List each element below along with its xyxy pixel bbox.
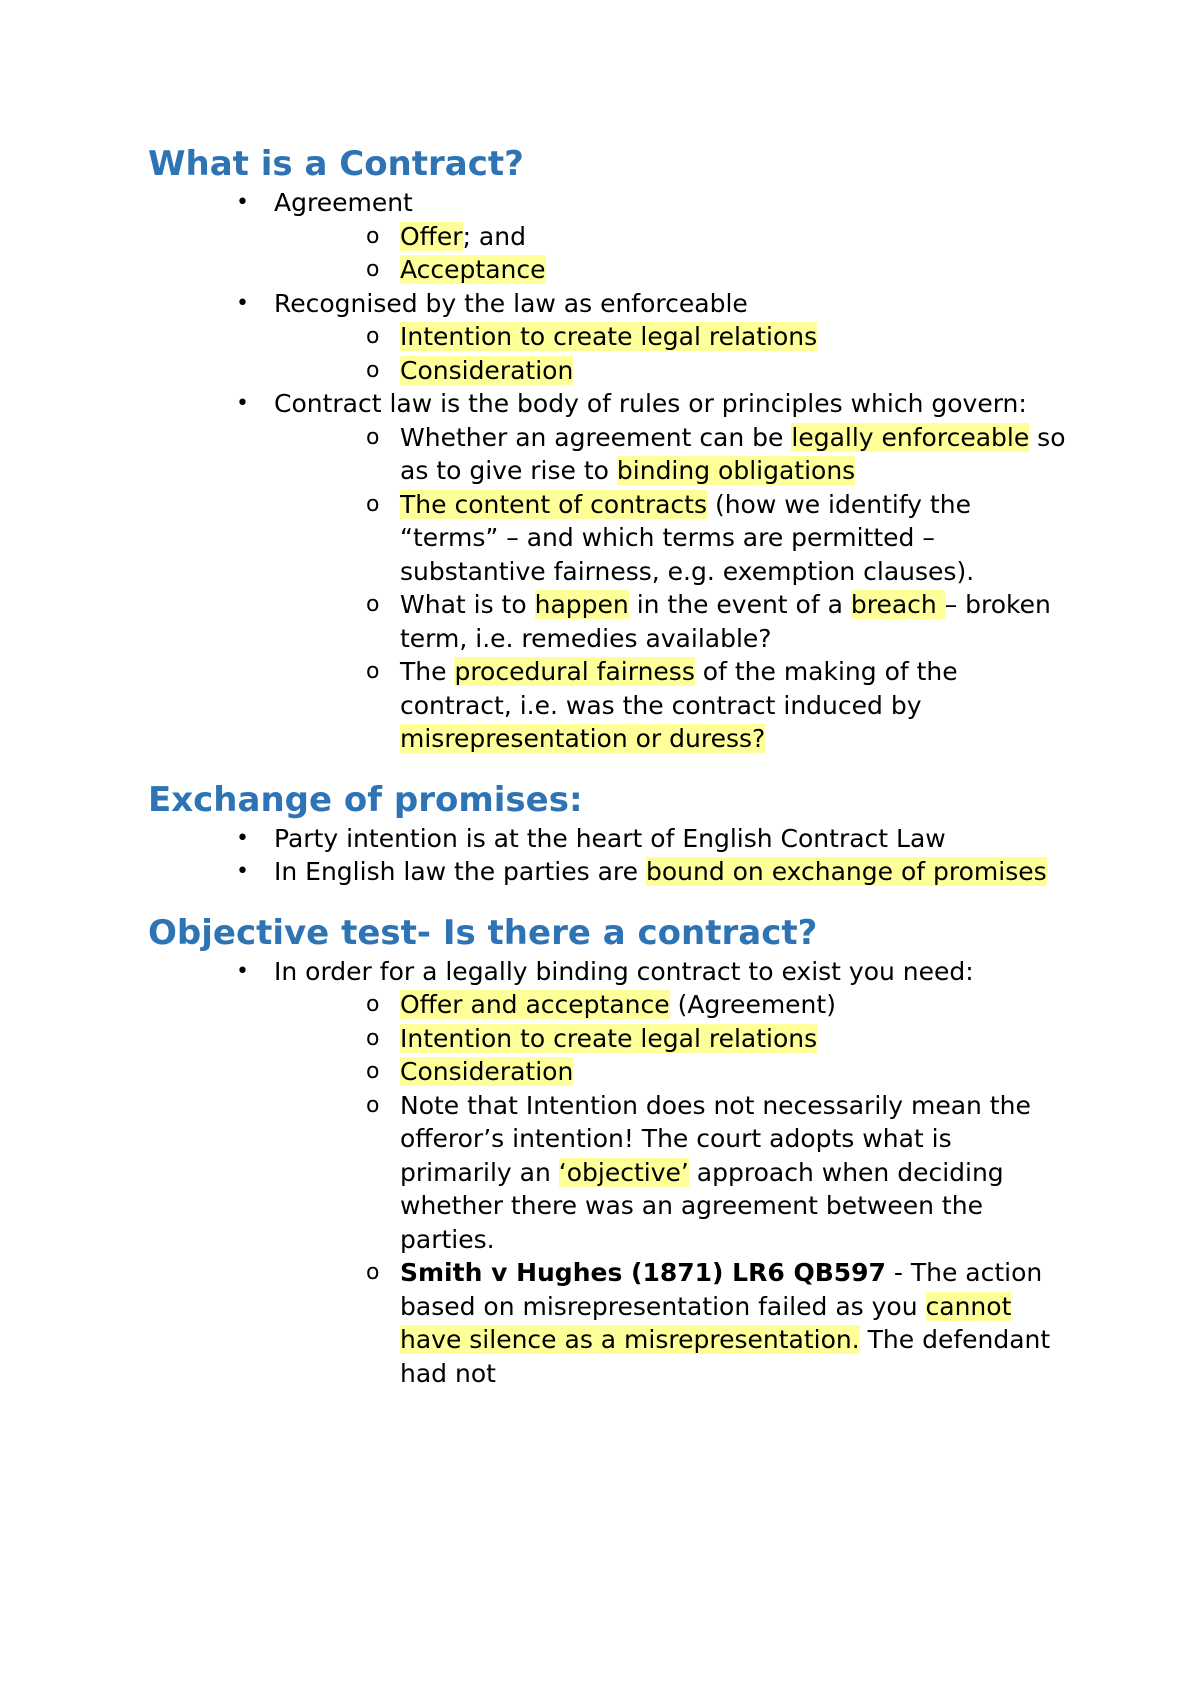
highlighted-text: Offer and acceptance bbox=[400, 990, 670, 1019]
highlighted-text: happen bbox=[534, 590, 629, 619]
highlighted-text: misrepresentation or duress? bbox=[400, 724, 766, 753]
text-run: In English law the parties are bbox=[274, 857, 646, 886]
sub-list-item bbox=[148, 253, 1068, 287]
bullet-disc-icon: • bbox=[236, 825, 249, 851]
highlighted-text: Intention to create legal relations bbox=[400, 1023, 818, 1053]
text-run: What is to bbox=[400, 590, 535, 619]
highlighted-text: Acceptance bbox=[400, 255, 546, 284]
bullet-circle-icon: o bbox=[366, 324, 380, 349]
text-run: The defendant had not bbox=[400, 1325, 1051, 1388]
bullet-circle-icon: o bbox=[366, 357, 380, 383]
list-item bbox=[148, 855, 1068, 889]
bullet-circle-icon: o bbox=[366, 592, 380, 617]
text-run: (Agreement) bbox=[669, 990, 836, 1019]
bullet-disc-icon: • bbox=[236, 859, 249, 884]
bullet-circle-icon: o bbox=[366, 424, 380, 450]
bullet-circle-icon: o bbox=[366, 1092, 380, 1118]
bullet-list bbox=[148, 822, 1068, 889]
text-run: – broken term, i.e. remedies available? bbox=[400, 590, 1051, 653]
sub-list-item bbox=[148, 988, 1068, 1022]
bullet-disc-icon: • bbox=[236, 391, 249, 416]
text-run: Whether an agreement can be bbox=[400, 422, 792, 452]
highlighted-text: Consideration bbox=[400, 1057, 574, 1086]
text-run: in the event of a bbox=[628, 590, 851, 619]
bullet-circle-icon: o bbox=[366, 659, 380, 684]
bullet-disc-icon: • bbox=[236, 190, 249, 215]
sub-list-item bbox=[148, 655, 1068, 756]
sub-list-item bbox=[148, 320, 1068, 354]
sub-list-item bbox=[148, 421, 1068, 488]
bullet-circle-icon: o bbox=[366, 1025, 380, 1051]
section bbox=[148, 778, 1068, 889]
list-item-text: Contract law is the body of rules or principles which govern: bbox=[274, 389, 1027, 418]
document-body bbox=[148, 142, 1068, 1390]
bold-text: Smith v Hughes (1871) LR6 QB597 bbox=[400, 1258, 886, 1287]
text-run: so as to give rise to bbox=[400, 422, 1066, 485]
list-item bbox=[148, 186, 1068, 287]
highlighted-text: binding obligations bbox=[616, 456, 856, 485]
highlighted-text: breach bbox=[850, 590, 945, 619]
bullet-list bbox=[148, 955, 1068, 1391]
sub-bullet-list bbox=[148, 320, 1068, 387]
sub-bullet-list bbox=[148, 421, 1068, 756]
list-item-text: Party intention is at the heart of English Contract Law bbox=[274, 823, 946, 853]
highlighted-text: The content of contracts bbox=[400, 489, 708, 519]
text-run: approach when deciding whether there was an agreement between the parties. bbox=[400, 1157, 1004, 1254]
bullet-circle-icon: o bbox=[366, 1260, 380, 1285]
sub-list-item bbox=[148, 488, 1068, 589]
section-heading: Objective test- Is there a contract? bbox=[148, 912, 818, 953]
text-run: of the making of the contract, i.e. was the contract induced by bbox=[400, 657, 958, 720]
bullet-list bbox=[148, 186, 1068, 756]
list-item-text: In order for a legally binding contract to exist you need: bbox=[274, 956, 974, 986]
sub-bullet-list bbox=[148, 988, 1068, 1390]
list-item bbox=[148, 822, 1068, 856]
list-item-text: Agreement bbox=[274, 188, 413, 217]
highlighted-text: bound on exchange of promises bbox=[645, 857, 1047, 886]
bullet-circle-icon: o bbox=[366, 257, 380, 282]
bullet-disc-icon: • bbox=[236, 290, 249, 316]
highlighted-text: cannot have silence as a misrepresentation. bbox=[400, 1291, 1012, 1354]
bullet-disc-icon: • bbox=[236, 958, 249, 984]
sub-list-item bbox=[148, 220, 1068, 254]
text-run: - The action based on misrepresentation failed as you bbox=[400, 1258, 1043, 1321]
text-run: The bbox=[400, 657, 455, 686]
section-heading: What is a Contract? bbox=[148, 144, 524, 184]
highlighted-text: Consideration bbox=[400, 355, 574, 385]
highlighted-text: Intention to create legal relations bbox=[400, 322, 818, 351]
list-item bbox=[148, 955, 1068, 1391]
text-run: ; and bbox=[462, 221, 526, 251]
bullet-circle-icon: o bbox=[366, 1059, 380, 1084]
text-run: (how we identify the “terms” – and which terms are permitted – substantive fairness, e.g. exemption clauses). bbox=[400, 489, 975, 586]
section-heading: Exchange of promises: bbox=[148, 779, 583, 820]
sub-list-item bbox=[148, 588, 1068, 655]
highlighted-text: Offer bbox=[400, 221, 463, 251]
highlighted-text: procedural fairness bbox=[454, 657, 695, 686]
sub-list-item bbox=[148, 1055, 1068, 1089]
highlighted-text: legally enforceable bbox=[791, 422, 1030, 452]
list-item-text: Recognised by the law as enforceable bbox=[274, 288, 748, 318]
section bbox=[148, 911, 1068, 1391]
sub-bullet-list bbox=[148, 220, 1068, 287]
section bbox=[148, 142, 1068, 756]
bullet-circle-icon: o bbox=[366, 992, 380, 1017]
sub-list-item bbox=[148, 1022, 1068, 1056]
sub-list-item bbox=[148, 354, 1068, 388]
list-item bbox=[148, 387, 1068, 756]
bullet-circle-icon: o bbox=[366, 491, 380, 517]
text-run: Note that Intention does not necessarily mean the offeror’s intention! The court adopts what is primarily an bbox=[400, 1090, 1031, 1187]
sub-list-item bbox=[148, 1256, 1068, 1390]
bullet-circle-icon: o bbox=[366, 223, 380, 249]
highlighted-text: ‘objective’ bbox=[558, 1157, 689, 1187]
list-item bbox=[148, 287, 1068, 388]
sub-list-item bbox=[148, 1089, 1068, 1257]
